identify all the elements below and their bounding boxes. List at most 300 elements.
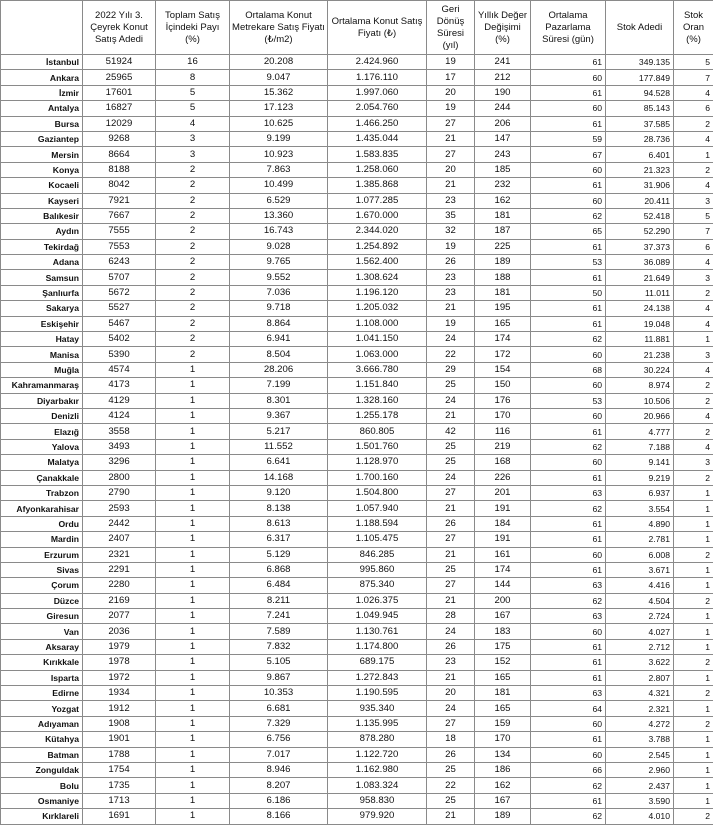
cell-city: İstanbul [1, 55, 83, 70]
cell-stock-count: 19.048 [606, 316, 674, 331]
cell-city: Elazığ [1, 424, 83, 439]
cell-marketing-time: 61 [531, 239, 606, 254]
cell-sales-count: 1788 [83, 747, 156, 762]
cell-sales-share: 5 [156, 101, 230, 116]
cell-stock-ratio: 3 [674, 455, 713, 470]
cell-price-per-m2: 7.241 [230, 609, 328, 624]
cell-stock-ratio: 2 [674, 470, 713, 485]
cell-sales-count: 2291 [83, 562, 156, 577]
cell-avg-price: 935.340 [328, 701, 427, 716]
cell-annual-change: 243 [475, 147, 531, 162]
cell-annual-change: 181 [475, 285, 531, 300]
cell-stock-count: 3.671 [606, 562, 674, 577]
table-row [1, 732, 713, 747]
cell-city: Trabzon [1, 485, 83, 500]
cell-price-per-m2: 9.120 [230, 485, 328, 500]
cell-city: Çorum [1, 578, 83, 593]
cell-sales-count: 4173 [83, 378, 156, 393]
cell-city: Kocaeli [1, 178, 83, 193]
cell-city: Samsun [1, 270, 83, 285]
cell-stock-count: 94.528 [606, 85, 674, 100]
cell-stock-ratio: 4 [674, 301, 713, 316]
cell-annual-change: 159 [475, 716, 531, 731]
cell-stock-ratio: 4 [674, 85, 713, 100]
cell-price-per-m2: 11.552 [230, 439, 328, 454]
cell-stock-ratio: 2 [674, 593, 713, 608]
cell-city: Kahramanmaraş [1, 378, 83, 393]
cell-sales-share: 1 [156, 408, 230, 423]
cell-payback-period: 35 [427, 208, 475, 223]
cell-sales-count: 2036 [83, 624, 156, 639]
cell-stock-ratio: 2 [674, 116, 713, 131]
cell-sales-share: 2 [156, 178, 230, 193]
cell-sales-share: 1 [156, 701, 230, 716]
cell-stock-count: 4.321 [606, 686, 674, 701]
cell-stock-ratio: 5 [674, 55, 713, 70]
cell-annual-change: 219 [475, 439, 531, 454]
cell-stock-count: 2.712 [606, 639, 674, 654]
table-row [1, 747, 713, 762]
cell-stock-count: 21.238 [606, 347, 674, 362]
cell-stock-ratio: 1 [674, 732, 713, 747]
cell-city: Antalya [1, 101, 83, 116]
cell-marketing-time: 50 [531, 285, 606, 300]
cell-avg-price: 1.190.595 [328, 686, 427, 701]
header-row [1, 1, 713, 55]
cell-avg-price: 875.340 [328, 578, 427, 593]
table-row [1, 332, 713, 347]
cell-price-per-m2: 6.186 [230, 793, 328, 808]
cell-price-per-m2: 10.353 [230, 686, 328, 701]
cell-price-per-m2: 8.613 [230, 516, 328, 531]
cell-city: Mardin [1, 532, 83, 547]
cell-sales-share: 1 [156, 639, 230, 654]
cell-price-per-m2: 7.863 [230, 162, 328, 177]
cell-city: Düzce [1, 593, 83, 608]
cell-avg-price: 1.308.624 [328, 270, 427, 285]
cell-annual-change: 165 [475, 316, 531, 331]
table-row [1, 270, 713, 285]
cell-sales-count: 51924 [83, 55, 156, 70]
table-row [1, 147, 713, 162]
cell-payback-period: 25 [427, 793, 475, 808]
cell-price-per-m2: 13.360 [230, 208, 328, 223]
cell-avg-price: 860.805 [328, 424, 427, 439]
cell-sales-count: 3296 [83, 455, 156, 470]
cell-payback-period: 27 [427, 116, 475, 131]
cell-stock-ratio: 4 [674, 408, 713, 423]
cell-marketing-time: 60 [531, 347, 606, 362]
cell-price-per-m2: 9.867 [230, 670, 328, 685]
cell-stock-count: 3.590 [606, 793, 674, 808]
cell-payback-period: 20 [427, 162, 475, 177]
cell-sales-count: 16827 [83, 101, 156, 116]
cell-sales-count: 5672 [83, 285, 156, 300]
cell-stock-count: 37.373 [606, 239, 674, 254]
table-row [1, 85, 713, 100]
cell-payback-period: 29 [427, 362, 475, 377]
table-row [1, 778, 713, 793]
cell-stock-count: 2.724 [606, 609, 674, 624]
cell-payback-period: 24 [427, 701, 475, 716]
cell-marketing-time: 61 [531, 670, 606, 685]
cell-price-per-m2: 8.946 [230, 762, 328, 777]
cell-city: Afyonkarahisar [1, 501, 83, 516]
cell-stock-ratio: 1 [674, 747, 713, 762]
table-row [1, 547, 713, 562]
cell-payback-period: 26 [427, 639, 475, 654]
header-sales-share: Toplam Satış İçindeki Payı (%) [156, 1, 230, 55]
cell-payback-period: 17 [427, 70, 475, 85]
cell-marketing-time: 64 [531, 701, 606, 716]
cell-marketing-time: 63 [531, 686, 606, 701]
cell-stock-ratio: 3 [674, 193, 713, 208]
cell-sales-share: 2 [156, 224, 230, 239]
cell-price-per-m2: 7.329 [230, 716, 328, 731]
cell-marketing-time: 60 [531, 101, 606, 116]
cell-annual-change: 191 [475, 532, 531, 547]
cell-marketing-time: 59 [531, 131, 606, 146]
cell-payback-period: 25 [427, 455, 475, 470]
header-avg-price: Ortalama Konut Satış Fiyatı (₺) [328, 1, 427, 55]
cell-stock-count: 52.290 [606, 224, 674, 239]
cell-city: Şanlıurfa [1, 285, 83, 300]
cell-annual-change: 244 [475, 101, 531, 116]
cell-stock-count: 21.323 [606, 162, 674, 177]
cell-sales-count: 2321 [83, 547, 156, 562]
cell-city: Adıyaman [1, 716, 83, 731]
cell-payback-period: 24 [427, 332, 475, 347]
cell-avg-price: 1.670.000 [328, 208, 427, 223]
table-row [1, 686, 713, 701]
cell-stock-count: 4.416 [606, 578, 674, 593]
cell-avg-price: 995.860 [328, 562, 427, 577]
cell-sales-count: 2077 [83, 609, 156, 624]
table-row [1, 101, 713, 116]
table-row [1, 655, 713, 670]
cell-payback-period: 21 [427, 593, 475, 608]
cell-stock-ratio: 1 [674, 793, 713, 808]
cell-stock-count: 4.890 [606, 516, 674, 531]
cell-city: Yozgat [1, 701, 83, 716]
table-row [1, 70, 713, 85]
cell-avg-price: 1.174.800 [328, 639, 427, 654]
cell-payback-period: 21 [427, 131, 475, 146]
table-row [1, 393, 713, 408]
cell-city: Van [1, 624, 83, 639]
cell-stock-count: 6.401 [606, 147, 674, 162]
header-stock-ratio: Stok Oran (%) [674, 1, 713, 55]
cell-sales-count: 1691 [83, 809, 156, 824]
cell-stock-count: 20.411 [606, 193, 674, 208]
table-row [1, 116, 713, 131]
cell-sales-share: 2 [156, 255, 230, 270]
cell-stock-ratio: 1 [674, 778, 713, 793]
cell-payback-period: 21 [427, 301, 475, 316]
cell-city: Batman [1, 747, 83, 762]
cell-avg-price: 1.272.843 [328, 670, 427, 685]
cell-stock-ratio: 2 [674, 162, 713, 177]
cell-stock-ratio: 2 [674, 393, 713, 408]
table-row [1, 378, 713, 393]
cell-avg-price: 1.466.250 [328, 116, 427, 131]
cell-payback-period: 19 [427, 316, 475, 331]
cell-city: Bursa [1, 116, 83, 131]
cell-price-per-m2: 8.864 [230, 316, 328, 331]
cell-annual-change: 165 [475, 670, 531, 685]
cell-payback-period: 27 [427, 147, 475, 162]
header-marketing-time: Ortalama Pazarlama Süresi (gün) [531, 1, 606, 55]
cell-annual-change: 172 [475, 347, 531, 362]
cell-stock-count: 2.781 [606, 532, 674, 547]
cell-stock-count: 2.545 [606, 747, 674, 762]
cell-avg-price: 1.057.940 [328, 501, 427, 516]
cell-price-per-m2: 6.756 [230, 732, 328, 747]
cell-annual-change: 200 [475, 593, 531, 608]
cell-sales-share: 1 [156, 747, 230, 762]
cell-sales-count: 1978 [83, 655, 156, 670]
cell-stock-ratio: 6 [674, 239, 713, 254]
cell-sales-count: 1912 [83, 701, 156, 716]
cell-sales-share: 1 [156, 516, 230, 531]
cell-stock-count: 24.138 [606, 301, 674, 316]
table-row [1, 624, 713, 639]
cell-sales-count: 1979 [83, 639, 156, 654]
cell-annual-change: 232 [475, 178, 531, 193]
cell-avg-price: 1.049.945 [328, 609, 427, 624]
cell-price-per-m2: 8.207 [230, 778, 328, 793]
cell-city: Aksaray [1, 639, 83, 654]
cell-stock-ratio: 1 [674, 701, 713, 716]
table-row [1, 408, 713, 423]
cell-marketing-time: 61 [531, 470, 606, 485]
cell-city: Tekirdağ [1, 239, 83, 254]
cell-price-per-m2: 17.123 [230, 101, 328, 116]
cell-city: Konya [1, 162, 83, 177]
cell-city: Manisa [1, 347, 83, 362]
cell-payback-period: 25 [427, 439, 475, 454]
cell-stock-count: 7.188 [606, 439, 674, 454]
cell-marketing-time: 61 [531, 55, 606, 70]
cell-price-per-m2: 9.552 [230, 270, 328, 285]
cell-avg-price: 878.280 [328, 732, 427, 747]
cell-avg-price: 1.328.160 [328, 393, 427, 408]
cell-stock-ratio: 4 [674, 255, 713, 270]
cell-sales-share: 2 [156, 239, 230, 254]
cell-city: İzmir [1, 85, 83, 100]
cell-stock-ratio: 1 [674, 562, 713, 577]
cell-sales-count: 1901 [83, 732, 156, 747]
cell-annual-change: 183 [475, 624, 531, 639]
cell-sales-count: 5390 [83, 347, 156, 362]
cell-sales-share: 3 [156, 147, 230, 162]
table-row [1, 762, 713, 777]
cell-annual-change: 201 [475, 485, 531, 500]
cell-stock-ratio: 4 [674, 316, 713, 331]
cell-sales-share: 2 [156, 193, 230, 208]
table-row [1, 593, 713, 608]
cell-avg-price: 1.041.150 [328, 332, 427, 347]
cell-stock-count: 11.011 [606, 285, 674, 300]
cell-annual-change: 225 [475, 239, 531, 254]
cell-city: Balıkesir [1, 208, 83, 223]
cell-payback-period: 22 [427, 347, 475, 362]
cell-marketing-time: 61 [531, 793, 606, 808]
cell-marketing-time: 61 [531, 655, 606, 670]
cell-city: Denizli [1, 408, 83, 423]
cell-marketing-time: 62 [531, 593, 606, 608]
cell-sales-share: 1 [156, 501, 230, 516]
cell-marketing-time: 67 [531, 147, 606, 162]
cell-price-per-m2: 5.217 [230, 424, 328, 439]
cell-sales-count: 7555 [83, 224, 156, 239]
cell-city: Kırklareli [1, 809, 83, 824]
cell-avg-price: 1.105.475 [328, 532, 427, 547]
table-row [1, 224, 713, 239]
cell-payback-period: 28 [427, 609, 475, 624]
cell-stock-count: 4.027 [606, 624, 674, 639]
cell-payback-period: 18 [427, 732, 475, 747]
cell-sales-count: 3558 [83, 424, 156, 439]
cell-sales-count: 2593 [83, 501, 156, 516]
cell-price-per-m2: 6.941 [230, 332, 328, 347]
cell-stock-ratio: 7 [674, 224, 713, 239]
cell-city: Malatya [1, 455, 83, 470]
cell-payback-period: 19 [427, 101, 475, 116]
cell-payback-period: 23 [427, 270, 475, 285]
table-row [1, 793, 713, 808]
cell-payback-period: 19 [427, 55, 475, 70]
cell-avg-price: 1.151.840 [328, 378, 427, 393]
cell-price-per-m2: 9.028 [230, 239, 328, 254]
cell-sales-share: 1 [156, 424, 230, 439]
cell-payback-period: 25 [427, 762, 475, 777]
cell-city: Kayseri [1, 193, 83, 208]
cell-marketing-time: 62 [531, 332, 606, 347]
cell-stock-count: 177.849 [606, 70, 674, 85]
cell-stock-count: 10.506 [606, 393, 674, 408]
cell-sales-count: 2800 [83, 470, 156, 485]
cell-price-per-m2: 7.017 [230, 747, 328, 762]
cell-stock-ratio: 4 [674, 439, 713, 454]
cell-sales-count: 6243 [83, 255, 156, 270]
table-row [1, 285, 713, 300]
cell-price-per-m2: 5.105 [230, 655, 328, 670]
cell-sales-share: 2 [156, 347, 230, 362]
cell-avg-price: 1.083.324 [328, 778, 427, 793]
cell-sales-share: 1 [156, 609, 230, 624]
cell-sales-share: 4 [156, 116, 230, 131]
cell-marketing-time: 61 [531, 732, 606, 747]
cell-sales-count: 5402 [83, 332, 156, 347]
cell-price-per-m2: 7.589 [230, 624, 328, 639]
cell-price-per-m2: 9.199 [230, 131, 328, 146]
cell-stock-ratio: 1 [674, 578, 713, 593]
cell-sales-count: 7921 [83, 193, 156, 208]
cell-annual-change: 167 [475, 609, 531, 624]
cell-payback-period: 20 [427, 686, 475, 701]
cell-payback-period: 20 [427, 85, 475, 100]
cell-avg-price: 1.501.760 [328, 439, 427, 454]
cell-marketing-time: 62 [531, 439, 606, 454]
cell-price-per-m2: 20.208 [230, 55, 328, 70]
cell-payback-period: 19 [427, 239, 475, 254]
cell-avg-price: 3.666.780 [328, 362, 427, 377]
cell-stock-ratio: 6 [674, 101, 713, 116]
cell-price-per-m2: 16.743 [230, 224, 328, 239]
cell-avg-price: 1.128.970 [328, 455, 427, 470]
cell-sales-count: 8664 [83, 147, 156, 162]
cell-annual-change: 184 [475, 516, 531, 531]
cell-annual-change: 226 [475, 470, 531, 485]
cell-stock-count: 8.974 [606, 378, 674, 393]
cell-stock-ratio: 2 [674, 655, 713, 670]
cell-avg-price: 1.385.868 [328, 178, 427, 193]
cell-price-per-m2: 9.718 [230, 301, 328, 316]
cell-stock-ratio: 2 [674, 547, 713, 562]
cell-annual-change: 165 [475, 701, 531, 716]
cell-avg-price: 1.435.044 [328, 131, 427, 146]
cell-marketing-time: 60 [531, 162, 606, 177]
cell-annual-change: 134 [475, 747, 531, 762]
cell-annual-change: 147 [475, 131, 531, 146]
cell-marketing-time: 61 [531, 516, 606, 531]
cell-avg-price: 1.504.800 [328, 485, 427, 500]
cell-city: Kütahya [1, 732, 83, 747]
table-row [1, 716, 713, 731]
cell-annual-change: 190 [475, 85, 531, 100]
cell-payback-period: 21 [427, 547, 475, 562]
cell-marketing-time: 61 [531, 178, 606, 193]
cell-stock-count: 9.141 [606, 455, 674, 470]
table-row [1, 162, 713, 177]
cell-marketing-time: 62 [531, 208, 606, 223]
table-row [1, 809, 713, 824]
cell-annual-change: 181 [475, 686, 531, 701]
cell-stock-count: 20.966 [606, 408, 674, 423]
cell-marketing-time: 61 [531, 116, 606, 131]
cell-sales-count: 1908 [83, 716, 156, 731]
cell-stock-ratio: 2 [674, 424, 713, 439]
cell-avg-price: 1.196.120 [328, 285, 427, 300]
cell-annual-change: 188 [475, 270, 531, 285]
cell-city: Zonguldak [1, 762, 83, 777]
cell-sales-share: 1 [156, 686, 230, 701]
cell-sales-count: 1754 [83, 762, 156, 777]
cell-stock-ratio: 1 [674, 332, 713, 347]
cell-payback-period: 32 [427, 224, 475, 239]
cell-city: Giresun [1, 609, 83, 624]
cell-city: Çanakkale [1, 470, 83, 485]
cell-payback-period: 27 [427, 485, 475, 500]
cell-price-per-m2: 10.499 [230, 178, 328, 193]
cell-city: Gaziantep [1, 131, 83, 146]
cell-stock-count: 85.143 [606, 101, 674, 116]
cell-payback-period: 24 [427, 393, 475, 408]
table-row [1, 609, 713, 624]
cell-stock-count: 31.906 [606, 178, 674, 193]
cell-annual-change: 150 [475, 378, 531, 393]
table-row [1, 55, 713, 70]
cell-sales-count: 2790 [83, 485, 156, 500]
cell-stock-count: 3.554 [606, 501, 674, 516]
cell-sales-share: 1 [156, 532, 230, 547]
cell-annual-change: 162 [475, 193, 531, 208]
cell-marketing-time: 62 [531, 778, 606, 793]
cell-payback-period: 23 [427, 193, 475, 208]
cell-avg-price: 1.562.400 [328, 255, 427, 270]
cell-stock-ratio: 4 [674, 178, 713, 193]
